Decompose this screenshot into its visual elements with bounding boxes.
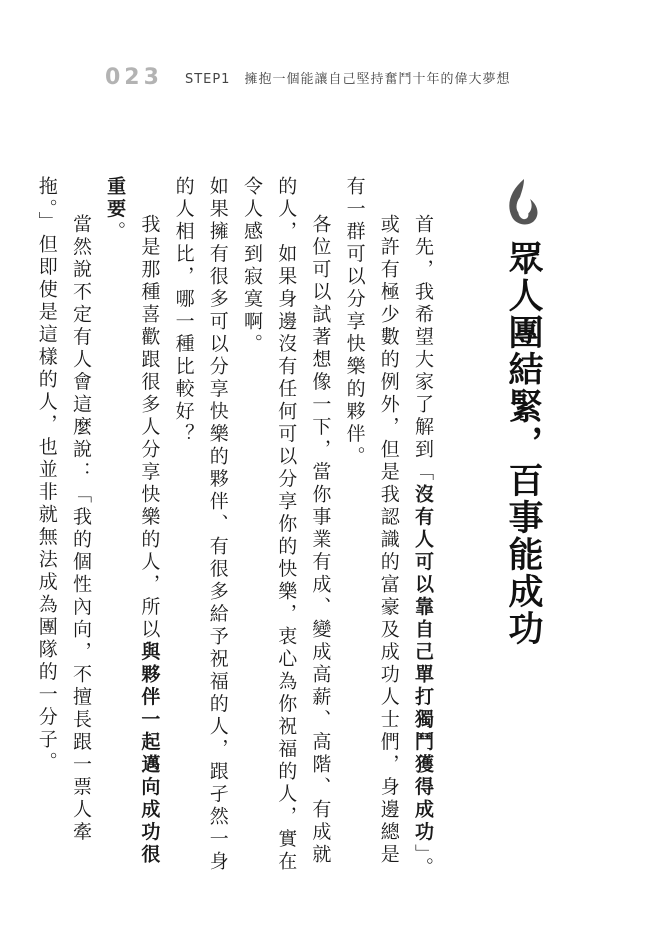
section-title: 眾人團結緊，百事能成功	[503, 240, 543, 647]
flame-icon	[502, 177, 542, 229]
paragraph-4: 如果擁有很多可以分享快樂的夥伴、有很多給予祝福的人，跟孑然一身的人相比，哪一種比較好？	[172, 176, 229, 874]
body-text	[35, 176, 440, 886]
paragraph-5: 我是那種喜歡跟很多人分享快樂的人，所以與夥伴一起邁向成功很重要。	[104, 176, 161, 867]
page-number: 023	[105, 64, 163, 90]
page-header	[105, 64, 510, 90]
paragraph-6: 當然說不定有人會這麼說：「我的個性內向，不擅長跟一票人牽拖。」但即使是這樣的人，也並非就無法成為團隊的一分子。	[35, 176, 92, 844]
paragraph-2: 或許有極少數的例外，但是我認識的富豪及成功人士們，身邊總是有一群可以分享快樂的夥伴。	[343, 176, 400, 867]
running-head: STEP1 擁抱一個能讓自己堅持奮鬥十年的偉大夢想	[184, 71, 511, 87]
paragraph-1: 首先，我希望大家了解到「沒有人可以靠自己單打獨鬥獲得成功」。	[412, 214, 434, 880]
emphasis-text: 與夥伴一起邁向成功很重要	[104, 176, 161, 867]
paragraph-3: 各位可以試著想像一下，當你事業有成、變成高薪、高階、有成就的人，如果身邊沒有任何可以分享你的快樂，衷心為你祝福的人，實在令人感到寂寞啊。	[240, 176, 332, 874]
emphasis-text: 沒有人可以靠自己單打獨鬥獲得成功	[412, 484, 434, 844]
